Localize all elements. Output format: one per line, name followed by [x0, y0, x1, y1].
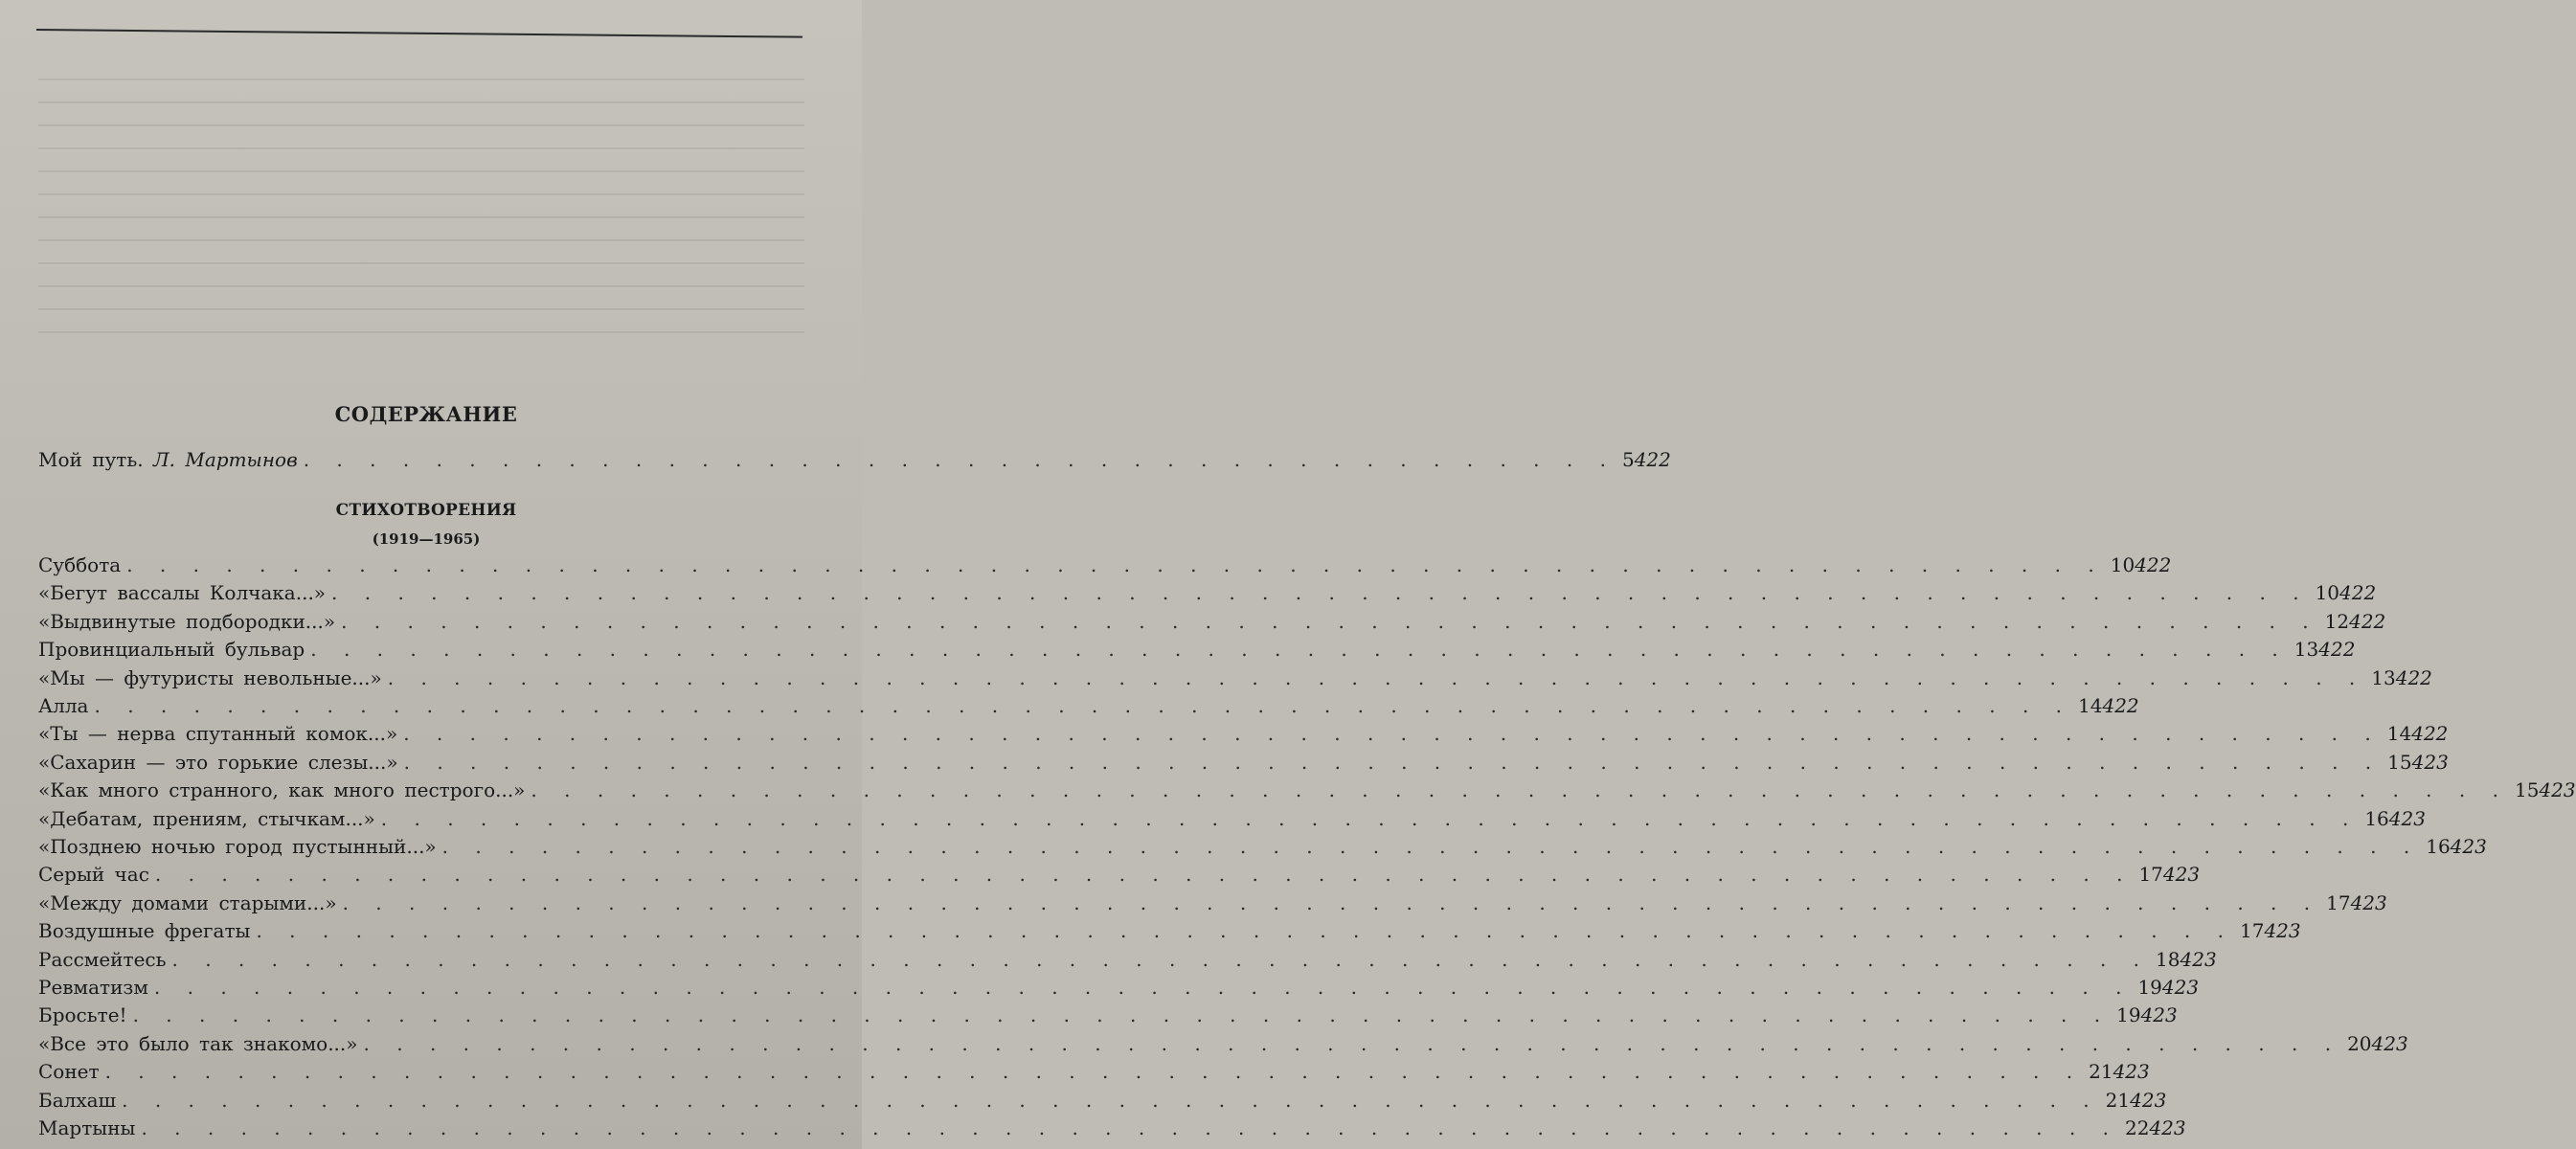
- dot-leader: . . . . . . . . . . . . . . . . . . . . . . . . . . . . . . . . . . . . . . . . . . . . . . . . . . . . . . . . . . . .: [171, 947, 2151, 971]
- toc-entry-title: Суббота: [38, 553, 122, 576]
- toc-page-number: 16: [2426, 835, 2451, 858]
- dot-leader: . . . . . . . . . . . . . . . . . . . . . . . . . . . . . . . . . . . . . . . . . . . . . . . . . . . . . . . . . . . .: [331, 581, 2310, 605]
- dot-leader: . . . . . . . . . . . . . . . . . . . . . . . . . . . . . . . . . . . . . . . . . . . . . . . . . . . . . . . . . . . .: [256, 919, 2234, 943]
- dot-leader: . . . . . . . . . . . . . . . . . . . . . . . . . . . . . . . . . . . . . . . . . . . . . . . . . . . . . . . . . . . .: [122, 1088, 2100, 1112]
- toc-page-number: 14: [2078, 694, 2103, 717]
- toc-entry-title: «Сахарин — это горькие слезы...»: [38, 750, 398, 774]
- toc-page-number: 15: [2514, 778, 2540, 802]
- toc-entry-title: «Позднею ночью город пустынный...»: [38, 835, 437, 858]
- toc-entry: [38, 919, 2301, 948]
- toc-entry: [38, 722, 2449, 751]
- toc-note-page: 423: [2113, 1060, 2150, 1084]
- dot-leader: . . . . . . . . . . . . . . . . . . . . . . . . . . . . . . . . . . . . . . . . . . . . . . . . . . . . . . . . . . . .: [126, 553, 2105, 576]
- top-rule: [36, 29, 802, 38]
- toc-page-number: 17: [2240, 919, 2265, 943]
- toc-note-page: 423: [2539, 778, 2576, 802]
- dot-leader: . . . . . . . . . . . . . . . . . . . . . . . . . . . . . . . . . . . . . . . . . . . . . . . . . . . . . . . . . . . .: [341, 609, 2319, 633]
- toc-page-number: 21: [2105, 1088, 2131, 1112]
- toc-entry-title: «Дебатам, прениям, стычкам...»: [38, 806, 375, 830]
- toc-entry: [38, 665, 2432, 695]
- toc-entry-title: «Выдвинутые подбородки...»: [38, 609, 336, 633]
- toc-page-number: 5: [1621, 448, 1635, 471]
- toc-page-number: 12: [2324, 609, 2350, 633]
- dot-leader: . . . . . . . . . . . . . . . . . . . . . . . . . . . . . . . . . . . . . . . . . . . . . . . . . . . . . . . . . . . .: [141, 1116, 2119, 1139]
- toc-entry-title: Рассмейтесь: [38, 947, 167, 971]
- toc-entry: [38, 750, 2449, 779]
- toc-entry-title: «Все это было так знакомо...»: [38, 1031, 358, 1055]
- toc-entry: [38, 778, 2576, 807]
- dot-leader: . . . . . . . . . . . . . . . . . . . . . . . . . . . . . . . . . . . . . . . . . . . . . . . . . . . . . . . . . . . .: [363, 1031, 2342, 1055]
- toc-entry: [38, 947, 2217, 977]
- toc-page-number: 13: [2371, 665, 2396, 689]
- toc-note-page: 422: [2411, 722, 2449, 746]
- toc-page-number: 19: [2116, 1003, 2141, 1027]
- toc-entry-title: Сонет: [38, 1060, 100, 1084]
- toc-note-page: 423: [2180, 947, 2217, 971]
- dot-leader: . . . . . . . . . . . . . . . . . . . . . . . . . . . . . . . . . . . . . . . .: [303, 448, 1616, 471]
- toc-entry-title: «Ты — нерва спутанный комок...»: [38, 722, 398, 746]
- toc-entry: [38, 553, 2172, 582]
- toc-page-number: 17: [2138, 863, 2163, 887]
- toc-entry-title: Мартыны: [38, 1116, 136, 1139]
- dot-leader: . . . . . . . . . . . . . . . . . . . . . . . . . . . . . . . . . . . . . . . . . . . . . . . . . . . . . . . . . . . .: [441, 835, 2421, 858]
- toc-page-number: 16: [2364, 806, 2389, 830]
- toc-note-page: 422: [2318, 638, 2356, 662]
- toc-entry-title: Балхаш: [38, 1088, 117, 1112]
- toc-entry: [38, 638, 2356, 666]
- toc-entry-title: Алла: [38, 694, 89, 717]
- dot-leader: . . . . . . . . . . . . . . . . . . . . . . . . . . . . . . . . . . . . . . . . . . . . . . . . . . . . . . . . . . . .: [403, 750, 2383, 774]
- toc-note-page: 423: [2450, 835, 2487, 858]
- dot-leader: . . . . . . . . . . . . . . . . . . . . . . . . . . . . . . . . . . . . . . . . . . . . . . . . . . . . . . . . . . . .: [387, 665, 2366, 689]
- toc-note-page: 423: [2411, 750, 2449, 774]
- toc-entry-title: «Как много странного, как много пестрого...»: [38, 778, 526, 802]
- bleed-through-text: [38, 57, 804, 373]
- toc-entry: [38, 976, 2200, 1004]
- toc-entry-title: Воздушные фрегаты: [38, 919, 251, 943]
- dot-leader: . . . . . . . . . . . . . . . . . . . . . . . . . . . . . . . . . . . . . . . . . . . . . . . . . . . . . . . . . . . .: [132, 1003, 2112, 1027]
- toc-entry-title: Ревматизм: [38, 976, 148, 999]
- toc-note-page: 422: [2339, 581, 2377, 605]
- toc-entry-title: Провинциальный бульвар: [38, 638, 305, 662]
- toc-note-page: 423: [2161, 976, 2200, 999]
- toc-note-page: 422: [2395, 665, 2432, 689]
- toc-note-page: 422: [1634, 448, 1671, 471]
- dot-leader: . . . . . . . . . . . . . . . . . . . . . . . . . . . . . . . . . . . . . . . . . . . . . . . . . . . . . . . . . . . .: [310, 638, 2289, 662]
- toc-page-number: 14: [2386, 722, 2412, 746]
- toc-page-number: 17: [2326, 890, 2351, 914]
- toc-page-number: 20: [2347, 1031, 2372, 1055]
- dot-leader: . . . . . . . . . . . . . . . . . . . . . . . . . . . . . . . . . . . . . . . . . . . . . . . . . . . . . . . . . . . .: [153, 976, 2133, 999]
- toc-intro-entry: [38, 448, 1671, 477]
- toc-page-number: 13: [2294, 638, 2319, 662]
- toc-entry: [38, 890, 2387, 920]
- toc-entry: [38, 694, 2139, 723]
- toc-entry: [38, 581, 2377, 610]
- toc-page-number: 10: [2315, 581, 2340, 605]
- toc-intro-title: Мой путь. Л. Мартынов: [38, 448, 298, 471]
- toc-page-number: 19: [2137, 976, 2162, 999]
- toc-note-page: 423: [2371, 1031, 2408, 1055]
- toc-entry: [38, 1003, 2178, 1032]
- dot-leader: . . . . . . . . . . . . . . . . . . . . . . . . . . . . . . . . . . . . . . . . . . . . . . . . . . . . . . . . . . . .: [94, 694, 2073, 717]
- toc-note-page: 423: [2149, 1116, 2186, 1139]
- toc-entry: [38, 609, 2386, 639]
- toc-note-page: 422: [2102, 694, 2139, 717]
- toc-note-page: 422: [2349, 609, 2386, 633]
- dot-leader: . . . . . . . . . . . . . . . . . . . . . . . . . . . . . . . . . . . . . . . . . . . . . . . . . . . . . . . . . . . .: [403, 722, 2382, 746]
- toc-note-page: 423: [2130, 1088, 2167, 1112]
- toc-page-number: 22: [2124, 1116, 2150, 1139]
- dot-leader: . . . . . . . . . . . . . . . . . . . . . . . . . . . . . . . . . . . . . . . . . . . . . . . . . . . . . . . . . . . .: [380, 806, 2360, 830]
- dot-leader: . . . . . . . . . . . . . . . . . . . . . . . . . . . . . . . . . . . . . . . . . . . . . . . . . . . . . . . . . . . .: [531, 778, 2509, 802]
- toc-entry-title: «Бегут вассалы Колчака...»: [38, 581, 327, 605]
- toc-entry: [38, 835, 2487, 864]
- toc-entry-title: Серый час: [38, 863, 149, 887]
- toc-note-page: 423: [2140, 1003, 2178, 1027]
- toc-entry: [38, 1088, 2167, 1117]
- toc-page-number: 15: [2387, 750, 2412, 774]
- toc-note-page: 423: [2162, 863, 2201, 887]
- toc-entry-title: «Мы — футуристы невольные...»: [38, 665, 382, 689]
- section-years: (1919—1965): [372, 530, 481, 548]
- page-title: СОДЕРЖАНИЕ: [334, 402, 518, 426]
- toc-entry: [38, 1031, 2408, 1061]
- dot-leader: . . . . . . . . . . . . . . . . . . . . . . . . . . . . . . . . . . . . . . . . . . . . . . . . . . . . . . . . . . . .: [154, 863, 2134, 887]
- toc-page-number: 10: [2110, 553, 2135, 576]
- toc-entry: [38, 1116, 2186, 1145]
- toc-note-page: 423: [2350, 890, 2387, 914]
- dot-leader: . . . . . . . . . . . . . . . . . . . . . . . . . . . . . . . . . . . . . . . . . . . . . . . . . . . . . . . . . . . .: [342, 890, 2321, 914]
- toc-entry: [38, 1060, 2150, 1089]
- toc-page-number: 21: [2089, 1060, 2113, 1084]
- toc-page-number: 18: [2156, 947, 2181, 971]
- dot-leader: . . . . . . . . . . . . . . . . . . . . . . . . . . . . . . . . . . . . . . . . . . . . . . . . . . . . . . . . . . . .: [104, 1060, 2084, 1084]
- toc-intro-author: Л. Мартынов: [152, 448, 298, 471]
- toc-note-page: 422: [2135, 553, 2172, 576]
- toc-entry-title: «Между домами старыми...»: [38, 890, 337, 914]
- toc-entry: [38, 806, 2426, 836]
- toc-entry: [38, 863, 2201, 891]
- section-heading: СТИХОТВОРЕНИЯ: [335, 501, 517, 520]
- toc-note-page: 423: [2264, 919, 2301, 943]
- toc-entry-title: Бросьте!: [38, 1003, 127, 1027]
- toc-note-page: 423: [2388, 806, 2426, 830]
